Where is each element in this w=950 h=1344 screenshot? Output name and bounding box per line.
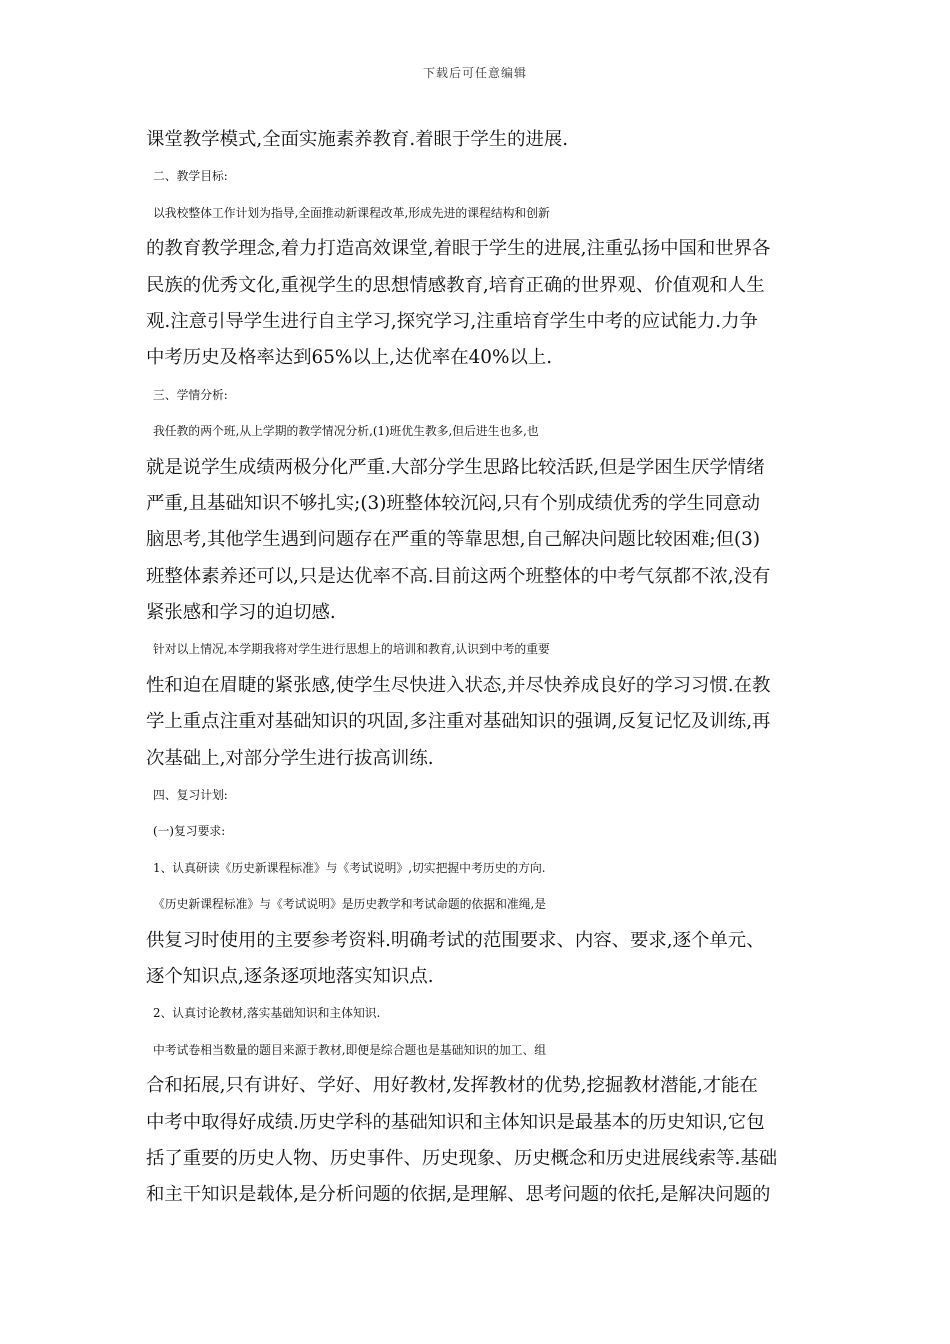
text-line: 学上重点注重对基础知识的巩固,多注重对基础知识的强调,反复记忆及训练,再 [146,711,771,733]
text-line: 《历史新课程标准》与《考试说明》是历史教学和考试命题的依据和准绳,是 [153,897,547,912]
text-line: 二、教学目标: [153,169,228,184]
text-line: 我任教的两个班,从上学期的教学情况分析,(1)班优生教多,但后进生也多,也 [153,424,539,439]
text-line: 供复习时使用的主要参考资料.明确考试的范围要求、内容、要求,逐个单元、 [146,929,765,951]
text-line: 次基础上,对部分学生进行拔高训练. [146,747,434,769]
text-line: 严重,且基础知识不够扎实;(3)班整体较沉闷,只有个别成绩优秀的学生同意动 [146,492,761,514]
text-line: 中考试卷相当数量的题目来源于教材,即便是综合题也是基础知识的加工、组 [153,1042,547,1057]
text-line: 中考历史及格率达到65%以上,达优率在40%以上. [146,347,553,369]
text-line: 逐个知识点,逐条逐项地落实知识点. [146,965,434,987]
text-line: 就是说学生成绩两极分化严重.大部分学生思路比较活跃,但是学困生厌学情绪 [146,456,765,478]
text-line: (一)复习要求: [153,824,226,839]
text-line: 括了重要的历史人物、历史事件、历史现象、历史概念和历史进展线索等.基础 [146,1147,778,1169]
text-line: 课堂教学模式,全面实施素养教育.着眼于学生的进展. [146,129,569,150]
page-header: 下载后可任意编辑 [422,66,527,80]
text-line: 脑思考,其他学生遇到问题存在严重的等靠思想,自己解决问题比较困难;但(3) [146,529,761,551]
text-line: 民族的优秀文化,重视学生的思想情感教育,培育正确的世界观、价值观和人生 [146,274,765,296]
text-line: 和主干知识是载体,是分析问题的依据,是理解、思考问题的依托,是解决问题的 [146,1184,771,1206]
text-line: 1、认真研读《历史新课程标准》与《考试说明》,切实把握中考历史的方向. [153,860,546,875]
text-line: 三、学情分析: [153,387,228,402]
text-line: 以我校整体工作计划为指导,全面推动新课程改革,形成先进的课程结构和创新 [153,205,550,220]
document-body [146,122,806,1214]
text-line: 性和迫在眉睫的紧张感,使学生尽快进入状态,并尽快养成良好的学习习惯.在教 [146,674,771,696]
text-line: 2、认真讨论教材,落实基础知识和主体知识. [153,1006,381,1021]
text-line: 班整体素养还可以,只是达优率不高.目前这两个班整体的中考气氛都不浓,没有 [146,565,771,587]
text-line: 观.注意引导学生进行自主学习,探究学习,注重培育学生中考的应试能力.力争 [146,310,758,332]
text-line: 合和拓展,只有讲好、学好、用好教材,发挥教材的优势,挖掘教材潜能,才能在 [146,1075,758,1097]
text-line: 四、复习计划: [153,788,228,803]
text-line: 紧张感和学习的迫切感. [146,602,336,624]
text-line: 中考中取得好成绩.历史学科的基础知识和主体知识是最基本的历史知识,它包 [146,1111,765,1133]
text-line: 针对以上情况,本学期我将对学生进行思想上的培训和教育,认识到中考的重要 [153,642,550,657]
text-line: 的教育教学理念,着力打造高效课堂,着眼于学生的进展,注重弘扬中国和世界各 [146,238,771,260]
